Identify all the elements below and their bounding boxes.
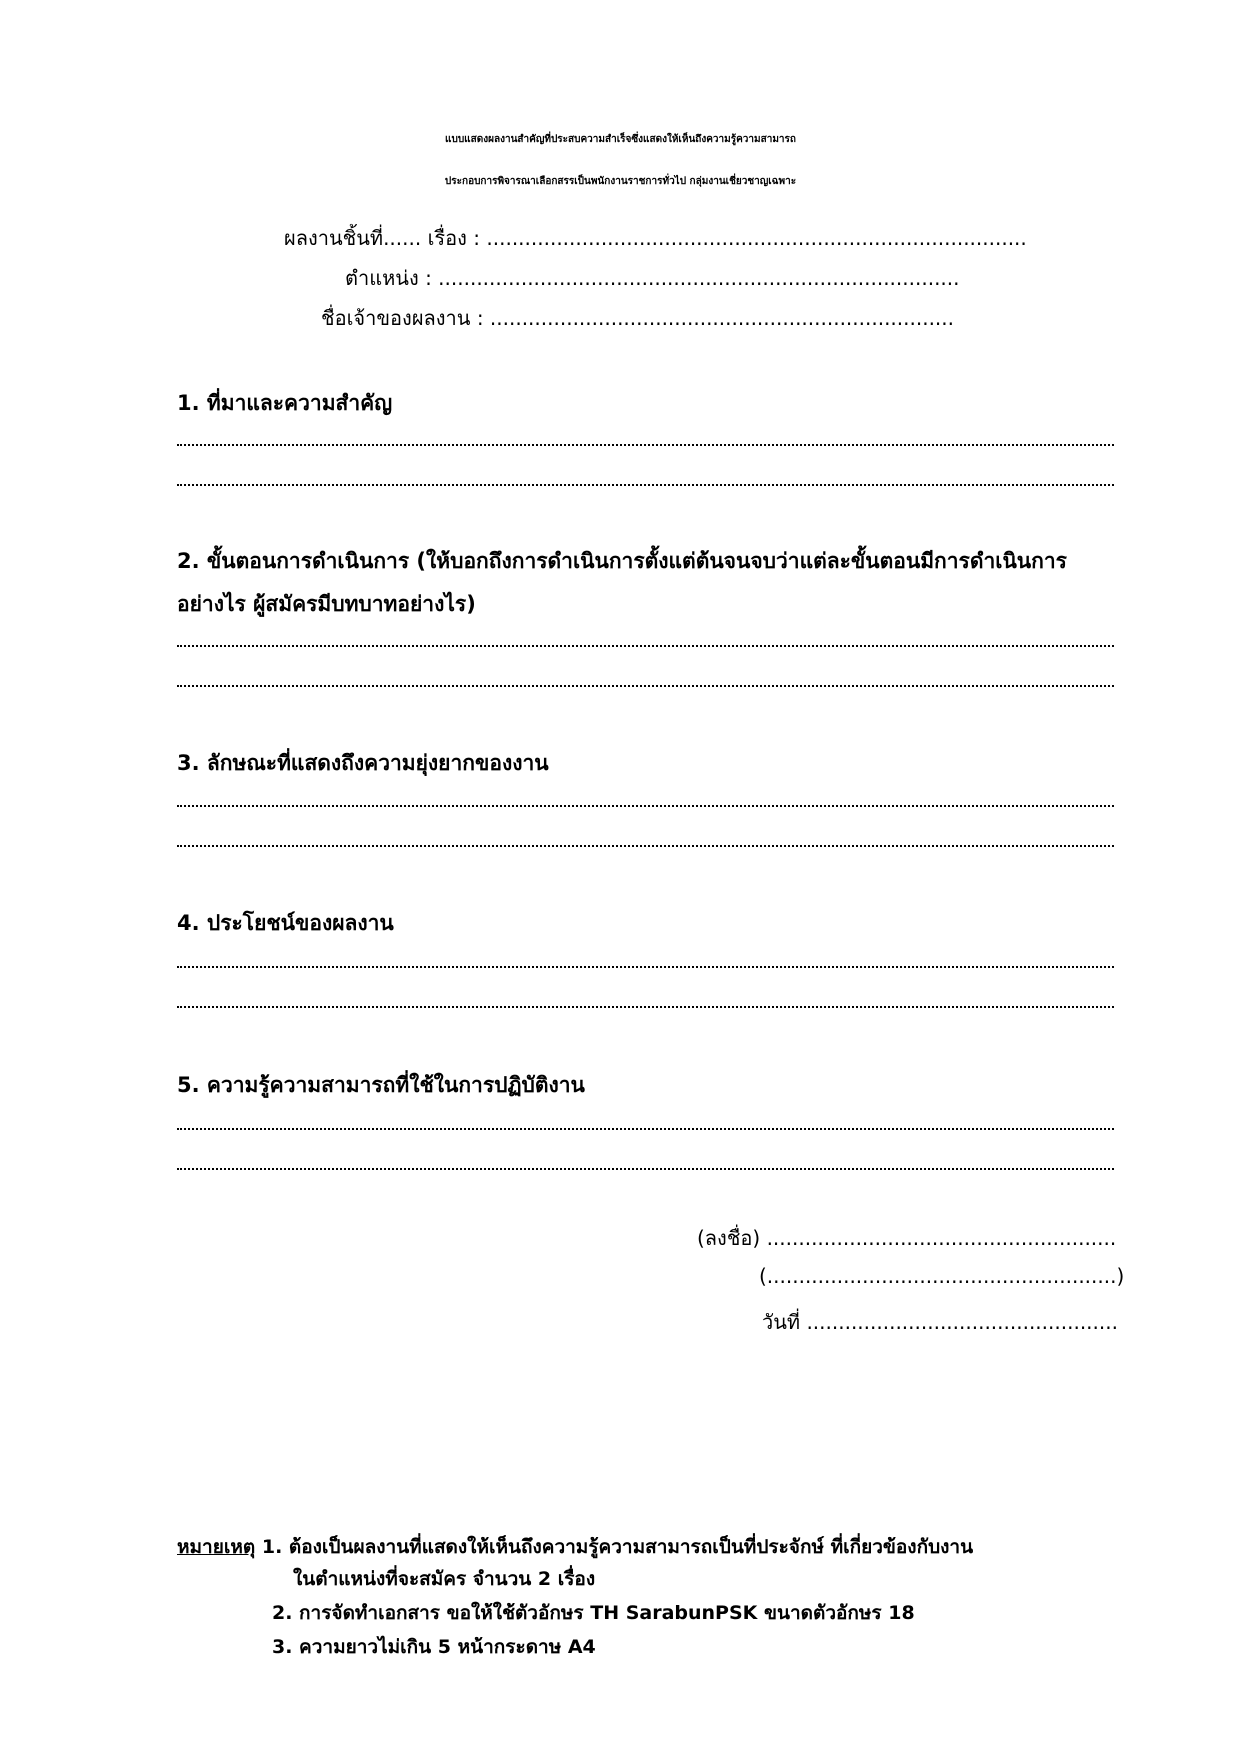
section-1-answer-line	[177, 484, 1114, 486]
note-item-1-continued: ในตำแหน่งที่จะสมัคร จำนวน 2 เรื่อง	[293, 1568, 596, 1590]
section-1-answer-line	[177, 444, 1114, 446]
signer-name-line: (.......................................................)	[759, 1264, 1125, 1288]
document-title-line-2: ประกอบการพิจารณาเลือกสรรเป็นพนักงานราชการทั่วไป กลุ่มงานเชี่ยวชาญเฉพาะ	[444, 176, 797, 187]
section-3-heading: 3. ลักษณะที่แสดงถึงความยุ่งยากของงาน	[177, 751, 549, 775]
section-3-answer-line	[177, 805, 1114, 807]
position-field: ตำแหน่ง : ..................................................................................	[345, 266, 960, 290]
note-item-2: 2. การจัดทำเอกสาร ขอให้ใช้ตัวอักษร TH SarabunPSK ขนาดตัวอักษร 18	[272, 1602, 915, 1624]
section-5-heading: 5. ความรู้ความสามารถที่ใช้ในการปฏิบัติงาน	[177, 1073, 585, 1097]
note-item-1	[177, 1532, 973, 1562]
section-5-answer-line	[177, 1128, 1114, 1130]
signature-line: (ลงชื่อ) .......................................................	[697, 1226, 1117, 1250]
date-line: วันที่ .................................................	[762, 1310, 1118, 1334]
section-1-heading: 1. ที่มาและความสำคัญ	[177, 391, 393, 415]
owner-name-field: ชื่อเจ้าของผลงาน : .........................................................................	[321, 306, 955, 330]
section-4-answer-line	[177, 1006, 1114, 1008]
section-4-heading: 4. ประโยชน์ของผลงาน	[177, 911, 394, 935]
note-item-3: 3. ความยาวไม่เกิน 5 หน้ากระดาษ A4	[272, 1636, 596, 1658]
section-2-answer-line	[177, 685, 1114, 687]
section-5-answer-line	[177, 1168, 1114, 1170]
note-item-1-text: 1. ต้องเป็นผลงานที่แสดงให้เห็นถึงความรู้ความสามารถเป็นที่ประจักษ์ ที่เกี่ยวข้องกับงาน	[261, 1536, 974, 1558]
document-title-line-1: แบบแสดงผลงานสำคัญที่ประสบความสำเร็จซึ่งแสดงให้เห็นถึงความรู้ความสามารถ	[445, 134, 796, 145]
section-2-heading-continued: อย่างไร ผู้สมัครมีบทบาทอย่างไร)	[177, 592, 476, 616]
section-2-heading: 2. ขั้นตอนการดำเนินการ (ให้บอกถึงการดำเนินการตั้งแต่ต้นจนจบว่าแต่ละขั้นตอนมีการดำเนินการ	[177, 549, 1067, 573]
note-label: หมายเหตุ	[177, 1536, 256, 1558]
section-3-answer-line	[177, 845, 1114, 847]
section-4-answer-line	[177, 966, 1114, 968]
work-number-field: ผลงานชิ้นที่...... เรื่อง : .....................................................................................	[284, 226, 1027, 250]
section-2-answer-line	[177, 645, 1114, 647]
